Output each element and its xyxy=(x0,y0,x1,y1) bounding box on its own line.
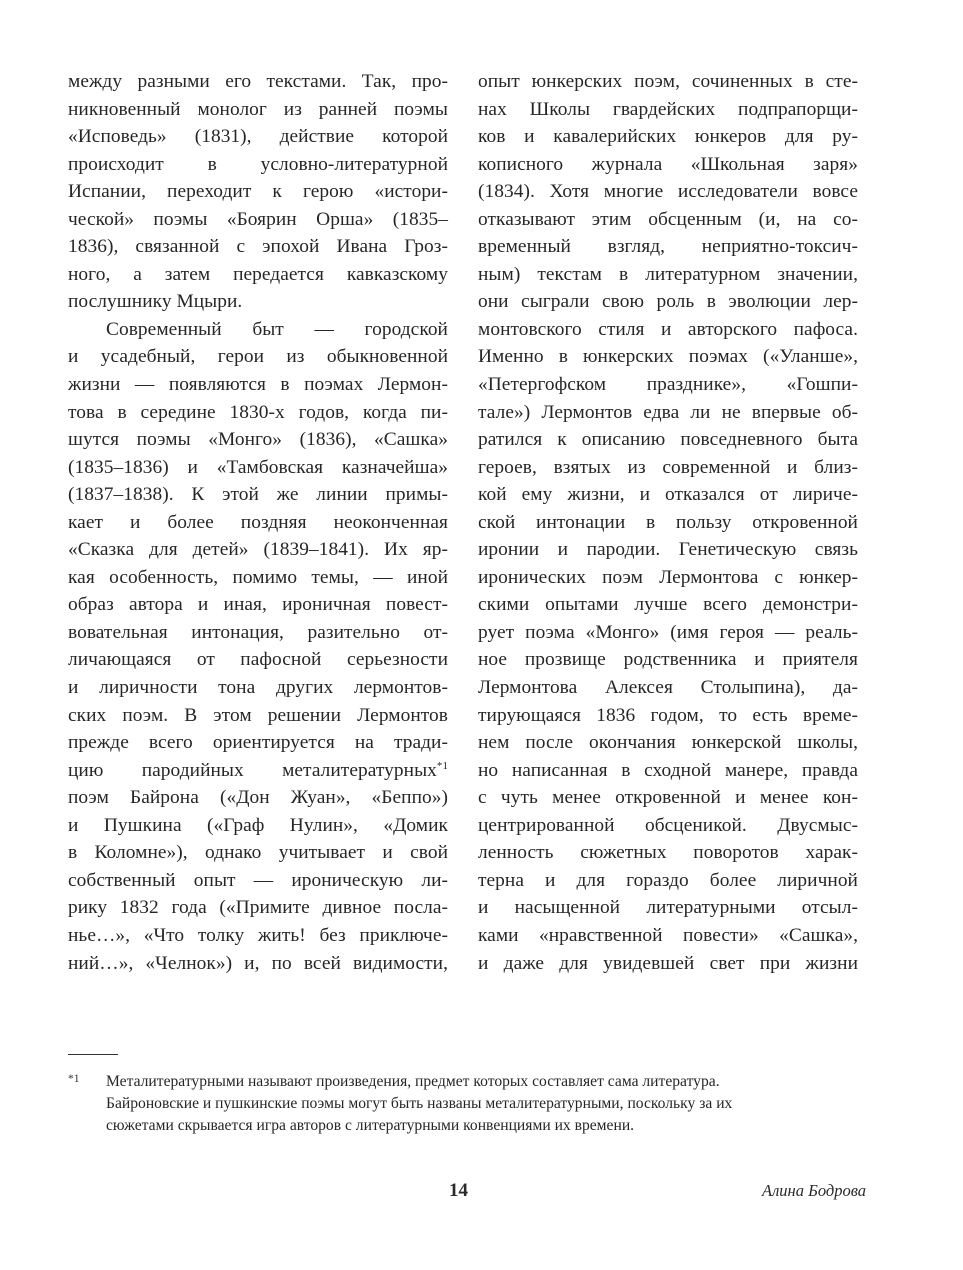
text-line: рику 1832 года («Примите дивное посла- xyxy=(68,897,448,919)
text-line: (1834). Хотя многие исследователи вовсе xyxy=(478,181,858,203)
text-line: опыт юнкерских поэм, сочиненных в сте- xyxy=(478,71,858,92)
text-line: и Пушкина («Граф Нулин», «Домик xyxy=(68,814,448,836)
text-line: жизни — появляются в поэмах Лермон- xyxy=(68,374,448,396)
text-line: и даже для увидевшей свет при жизни xyxy=(478,952,858,974)
footnote-line: сюжетами скрывается игра авторов с литературными конвенциями их времени. xyxy=(106,1117,635,1134)
text-line: терна и для гораздо более лиричной xyxy=(478,869,858,891)
text-line: происходит в условно-литературной xyxy=(68,153,448,175)
text-line: но написанная в сходной манере, правда xyxy=(478,759,858,781)
text-line: в Коломне»), однако учитывает и свой xyxy=(68,842,448,864)
text-line: и лиричности тона других лермонтов- xyxy=(68,677,448,699)
page-number: 14 xyxy=(449,1180,468,1201)
paragraph-start-line: Современный быт — городской xyxy=(106,318,448,340)
text-line: никновенный монолог из ранней поэмы xyxy=(68,98,448,120)
text-line: Лермонтова Алексея Столыпина), да- xyxy=(478,677,858,699)
text-line: центрированной обсценикой. Двусмыс- xyxy=(478,814,858,836)
text-line: кает и более поздняя неоконченная xyxy=(68,511,448,533)
footnote-line: Байроновские и пушкинские поэмы могут быть названы металитературными, поскольку за их xyxy=(106,1095,733,1112)
text-line: «Петергофском празднике», «Гошпи- xyxy=(478,374,858,396)
text-line: нах Школы гвардейских подпрапорщи- xyxy=(478,98,858,120)
text-line: они сыграли свою роль в эволюции лер- xyxy=(478,291,858,313)
text-line: собственный опыт — ироническую ли- xyxy=(68,869,448,891)
text-line: прежде всего ориентируется на тради- xyxy=(68,732,448,754)
text-line: с чуть менее откровенной и менее кон- xyxy=(478,787,858,809)
text-line: (1837–1838). К этой же линии примы- xyxy=(68,484,448,506)
text-line: иронических поэм Лермонтова с юнкер- xyxy=(478,566,858,588)
right-text-column xyxy=(478,68,858,977)
text-line: нье…», «Что толку жить! без приключе- xyxy=(68,924,448,946)
text-line: иронии и пародии. Генетическую связь xyxy=(478,539,858,561)
text-line: кой ему жизни, и отказался от лириче- xyxy=(478,484,858,506)
text-line: образ автора и иная, ироничная повест- xyxy=(68,594,448,616)
text-line: героев, взятых из современной и близ- xyxy=(478,456,858,478)
text-line: временный взгляд, неприятно-токсич- xyxy=(478,236,858,258)
text-line: и усадебный, герои из обыкновенной xyxy=(68,346,448,368)
text-line: ческой» поэмы «Боярин Орша» (1835– xyxy=(68,208,448,230)
text-line: «Сказка для детей» (1839–1841). Их яр- xyxy=(68,539,448,561)
text-line-with-footnote xyxy=(68,757,448,785)
text-line: ских поэм. В этом решении Лермонтов xyxy=(68,704,448,726)
text-line: рует поэма «Монго» (имя героя — реаль- xyxy=(478,621,858,643)
text-line: шутся поэмы «Монго» (1836), «Сашка» xyxy=(68,429,448,451)
text-line: отказывают этим обсценным (и, на со- xyxy=(478,208,858,230)
text-line: тале») Лермонтов едва ли не впервые об- xyxy=(478,401,858,423)
text-line: ний…», «Челнок») и, по всей видимости, xyxy=(68,952,448,974)
text-line: Именно в юнкерских поэмах («Уланше», xyxy=(478,346,858,368)
text-line: поэм Байрона («Дон Жуан», «Беппо») xyxy=(68,787,448,809)
text-line: това в середине 1830-х годов, когда пи- xyxy=(68,401,448,423)
text-line: вовательная интонация, разительно от- xyxy=(68,621,448,643)
text-line: Испании, переходит к герою «истори- xyxy=(68,181,448,203)
text-line: ным) текстам в литературном значении, xyxy=(478,263,858,285)
text-line: ленность сюжетных поворотов харак- xyxy=(478,842,858,864)
paragraph-end-line: послушнику Мцыри. xyxy=(68,291,243,313)
text-line: монтовского стиля и авторского пафоса. xyxy=(478,318,858,340)
text-line: ками «нравственной повести» «Сашка», xyxy=(478,924,858,946)
text-line: (1835–1836) и «Тамбовская казначейша» xyxy=(68,456,448,478)
text-line: ное прозвище родственника и приятеля xyxy=(478,649,858,671)
text-line: кописного журнала «Школьная заря» xyxy=(478,153,858,175)
left-text-column xyxy=(68,68,448,977)
text-line: ков и кавалерийских юнкеров для ру- xyxy=(478,126,858,148)
text-line: ратился к описанию повседневного быта xyxy=(478,429,858,451)
footnote-reference-link[interactable]: *1 xyxy=(436,759,448,772)
footnote-mark: *1 xyxy=(68,1073,80,1085)
text-line: кая особенность, помимо темы, — иной xyxy=(68,566,448,588)
text-fragment: цию пародийных металитературных xyxy=(68,759,437,781)
footnote-divider xyxy=(68,1054,118,1055)
text-line: «Исповедь» (1831), действие которой xyxy=(68,126,448,148)
text-line: между разными его текстами. Так, про- xyxy=(68,71,448,92)
footnote-text xyxy=(106,1071,866,1137)
running-footer-author: Алина Бодрова xyxy=(762,1181,866,1200)
footnote-line: Металитературными называют произведения, предмет которых составляет сама литература. xyxy=(106,1073,720,1090)
text-line: ного, а затем передается кавказскому xyxy=(68,263,448,285)
text-line: ской интонации в пользу откровенной xyxy=(478,511,858,533)
text-line: личающаяся от пафосной серьезности xyxy=(68,649,448,671)
text-line: скими опытами лучше всего демонстри- xyxy=(478,594,858,616)
text-line: 1836), связанной с эпохой Ивана Гроз- xyxy=(68,236,448,258)
text-line: тирующаяся 1836 годом, то есть време- xyxy=(478,704,858,726)
text-line: и насыщенной литературными отсыл- xyxy=(478,897,858,919)
text-line: нем после окончания юнкерской школы, xyxy=(478,732,858,754)
